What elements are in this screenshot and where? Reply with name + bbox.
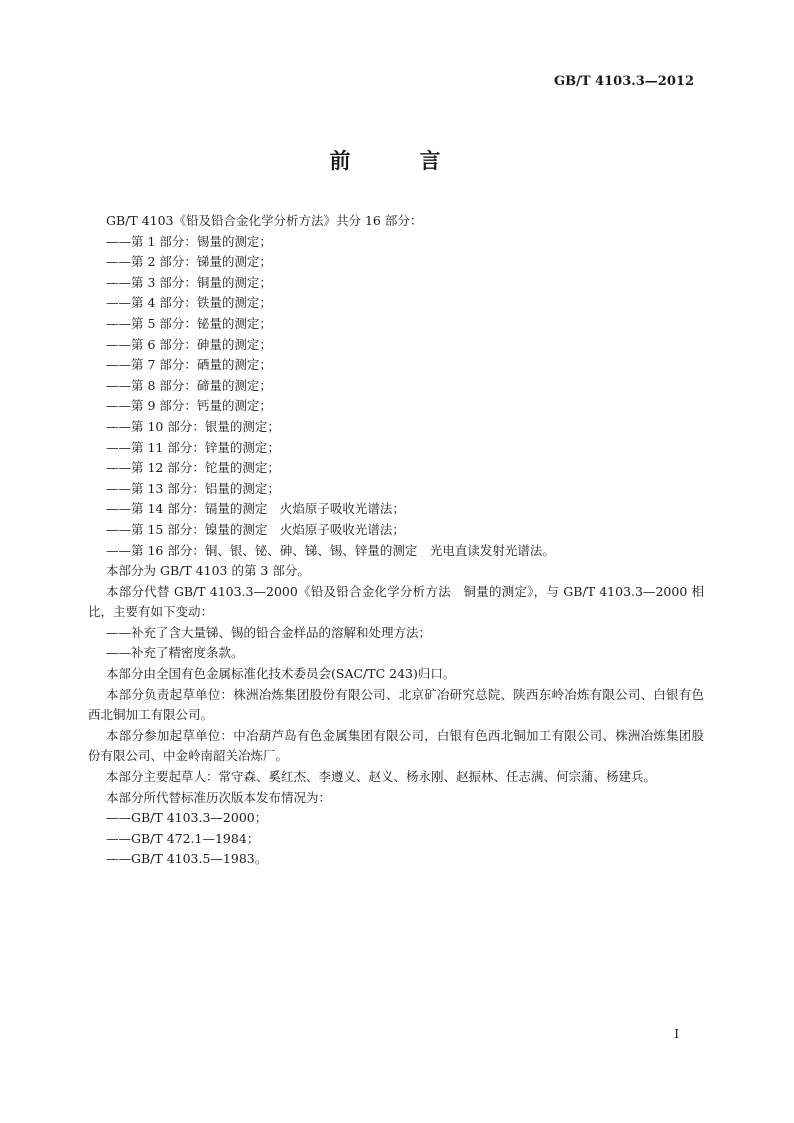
part-item: ——第 15 部分：镍量的测定 火焰原子吸收光谱法；: [106, 521, 405, 537]
replaces-paragraph: 本部分代替 GB/T 4103.3—2000《铅及铅合金化学分析方法 铜量的测定》，与 GB/T 4103.3—2000 相比，主要有如下变动：: [88, 583, 704, 620]
part-item: ——第 4 部分：铁量的测定；: [106, 295, 272, 311]
history-item: ——GB/T 4103.5—1983。: [106, 851, 268, 867]
history-item: ——GB/T 472.1—1984；: [106, 830, 260, 846]
part-item: ——第 3 部分：铜量的测定；: [106, 274, 272, 290]
part-item: ——第 14 部分：镉量的测定 火焰原子吸收光谱法；: [106, 501, 405, 517]
part-item: ——第 16 部分：铜、银、铋、砷、锑、锡、锌量的测定 光电直读发射光谱法。: [106, 542, 555, 558]
standard-code: GB/T 4103.3—2012: [554, 74, 694, 89]
foreword-body: [88, 211, 704, 870]
part-item: ——第 13 部分：铝量的测定；: [106, 480, 280, 496]
proposed-line: 本部分由全国有色金属标准化技术委员会(SAC/TC 243)归口。: [106, 666, 456, 682]
history-item: ——GB/T 4103.3—2000；: [106, 810, 268, 826]
change-item: ——补充了精密度条款。: [106, 645, 244, 661]
page-number: Ⅰ: [674, 1027, 679, 1041]
part-item: ——第 12 部分：铊量的测定；: [106, 460, 280, 476]
part-item: ——第 9 部分：钙量的测定；: [106, 398, 272, 414]
drafting-units-paragraph: 本部分负责起草单位：株洲冶炼集团股份有限公司、北京矿冶研究总院、陕西东岭冶炼有限公司、白银有色西北铜加工有限公司。: [88, 686, 704, 723]
drafters-line: 本部分主要起草人：常守森、奚红杰、李遵义、赵义、杨永刚、赵振林、任志满、何宗蒲、杨建兵。: [106, 769, 657, 785]
change-item: ——补充了含大量锑、锡的铅合金样品的溶解和处理方法；: [106, 624, 432, 640]
intro-line: GB/T 4103《铅及铅合金化学分析方法》共分 16 部分：: [106, 213, 423, 228]
history-intro-line: 本部分所代替标准历次版本发布情况为：: [106, 789, 332, 805]
participating-units-paragraph: 本部分参加起草单位：中冶葫芦岛有色金属集团有限公司，白银有色西北铜加工有限公司、株洲冶炼集团股份有限公司、中金岭南韶关冶炼厂。: [88, 727, 704, 764]
part-item: ——第 2 部分：锑量的测定；: [106, 254, 272, 270]
part-item: ——第 6 部分：砷量的测定；: [106, 336, 272, 352]
part-item: ——第 11 部分：锌量的测定；: [106, 439, 280, 455]
part-item: ——第 10 部分：银量的测定；: [106, 418, 280, 434]
part-item: ——第 1 部分：锡量的测定；: [106, 233, 272, 249]
part-item: ——第 8 部分：碲量的测定；: [106, 377, 272, 393]
this-part-line: 本部分为 GB/T 4103 的第 3 部分。: [106, 563, 310, 579]
part-item: ——第 5 部分：铋量的测定；: [106, 315, 272, 331]
part-item: ——第 7 部分：硒量的测定；: [106, 357, 272, 373]
page-title: 前 言: [329, 149, 465, 173]
